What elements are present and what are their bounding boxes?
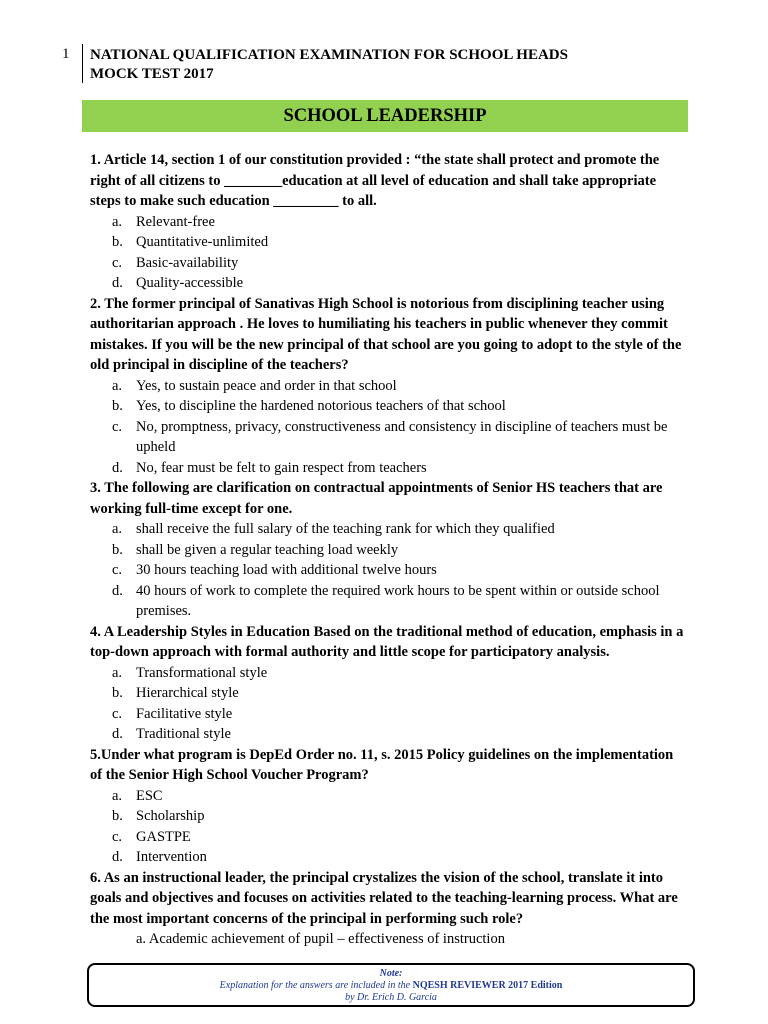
option-text: ESC (136, 787, 163, 804)
option-letter: a. (112, 521, 123, 537)
answer-option (90, 806, 685, 827)
option-letter: b. (112, 398, 123, 414)
option-letter: a. (112, 377, 123, 394)
header-title (90, 46, 568, 84)
note-line1 (89, 980, 693, 992)
answer-options (90, 663, 685, 745)
section-banner (82, 100, 688, 132)
option-text: Quality-accessible (136, 275, 244, 291)
answer-option (90, 663, 685, 684)
answer-option (90, 253, 685, 274)
option-text: a. Academic achievement of pupil – effectiveness of instruction (136, 931, 505, 947)
answer-option (90, 683, 685, 704)
answer-options (90, 212, 685, 294)
option-letter: c. (112, 828, 123, 845)
option-text: shall be given a regular teaching load weekly (136, 541, 399, 558)
header-divider (82, 44, 83, 83)
option-text: Facilitative style (136, 705, 233, 722)
answer-option (90, 827, 685, 848)
note-author: by Dr. Erich D. Garcia (345, 992, 437, 1003)
answer-option (90, 581, 685, 622)
note-label: Note: (379, 968, 403, 979)
option-letter: c. (112, 418, 123, 435)
option-letter: b. (112, 685, 123, 701)
answer-option (90, 724, 685, 745)
header-title-line1: NATIONAL QUALIFICATION EXAMINATION FOR SCHOOL HEADS (90, 47, 568, 63)
answer-option (90, 232, 685, 253)
option-text: Transformational style (136, 664, 268, 681)
note-line1-prefix: Explanation for the answers are included in the (219, 980, 413, 991)
answer-option (90, 417, 685, 458)
question-list (90, 150, 685, 950)
note-book-title: NQESH REVIEWER 2017 Edition (412, 980, 563, 991)
option-letter: c. (112, 254, 123, 271)
option-letter: b. (112, 234, 123, 250)
option-text: Intervention (136, 849, 207, 865)
question-text: 1. Article 14, section 1 of our constitution provided : “the state shall protect and promote the right of all citizens to ________education at all level of education and shall take appropriate steps to make such education _________ to all. (90, 152, 660, 209)
option-letter: a. (112, 664, 123, 681)
option-text: Scholarship (136, 808, 205, 824)
answer-options (90, 929, 685, 950)
answer-option (90, 273, 685, 294)
option-letter: b. (112, 808, 123, 824)
header-title-line2: MOCK TEST 2017 (90, 66, 214, 82)
answer-option (90, 540, 685, 561)
answer-option (90, 376, 685, 397)
option-letter: c. (112, 562, 123, 578)
answer-option (90, 704, 685, 725)
question-text: 2. The former principal of Sanativas High School is notorious from disciplining teacher using authoritarian approach . He loves to humiliating his teachers in public whenever they commit mistakes. If you will be the new principal of that school are you going to adopt to the style of the old principal in discipline of the teachers? (90, 295, 682, 373)
question-text: 5.Under what program is DepEd Order no. 11, s. 2015 Policy guidelines on the implementation of the Senior High School Voucher Program? (90, 746, 674, 783)
note-box (87, 963, 695, 1007)
answer-option (90, 212, 685, 233)
option-text: shall receive the full salary of the teaching rank for which they qualified (136, 521, 555, 537)
option-letter: d. (112, 459, 123, 476)
question-text: 6. As an instructional leader, the principal crystalizes the vision of the school, translate it into goals and objectives and focuses on activities related to the teaching-learning process. What are the most important concerns of the principal in performing such role? (90, 869, 678, 927)
option-text: Quantitative-unlimited (136, 234, 269, 250)
option-text: GASTPE (136, 828, 191, 845)
answer-option (90, 458, 685, 479)
answer-options (90, 376, 685, 479)
option-text: No, fear must be felt to gain respect from teachers (136, 459, 427, 476)
answer-options (90, 519, 685, 622)
option-text: Hierarchical style (136, 685, 239, 701)
option-letter: d. (112, 849, 123, 865)
question-text: 3. The following are clarification on contractual appointments of Senior HS teachers that are working full-time except for one. (90, 480, 663, 517)
page-header (62, 44, 702, 84)
section-title: SCHOOL LEADERSHIP (283, 106, 487, 126)
option-text: Relevant-free (136, 213, 215, 230)
answer-option (90, 519, 685, 540)
option-letter: c. (112, 705, 123, 722)
option-text: 30 hours teaching load with additional twelve hours (136, 562, 437, 578)
answer-option (90, 847, 685, 868)
answer-option (90, 786, 685, 807)
option-letter: a. (112, 787, 123, 804)
answer-option (90, 929, 685, 950)
option-text: Traditional style (136, 726, 231, 742)
page-number: 1 (62, 46, 70, 62)
option-letter: a. (112, 213, 123, 230)
option-letter: b. (112, 541, 123, 558)
question-text: 4. A Leadership Styles in Education Based on the traditional method of education, emphasis in a top-down approach with formal authority and little scope for participatory analysis. (90, 623, 684, 660)
option-text: 40 hours of work to complete the required work hours to be spent within or outside school premises. (136, 582, 660, 619)
option-letter: d. (112, 726, 123, 742)
answer-options (90, 786, 685, 868)
option-text: Yes, to discipline the hardened notorious teachers of that school (136, 398, 506, 414)
answer-option (90, 396, 685, 417)
option-text: Yes, to sustain peace and order in that school (136, 377, 397, 394)
answer-option (90, 560, 685, 581)
option-text: Basic-availability (136, 254, 239, 271)
option-text: No, promptness, privacy, constructiveness and consistency in discipline of teachers must be upheld (136, 418, 668, 455)
option-letter: d. (112, 582, 123, 599)
option-letter: d. (112, 275, 123, 291)
